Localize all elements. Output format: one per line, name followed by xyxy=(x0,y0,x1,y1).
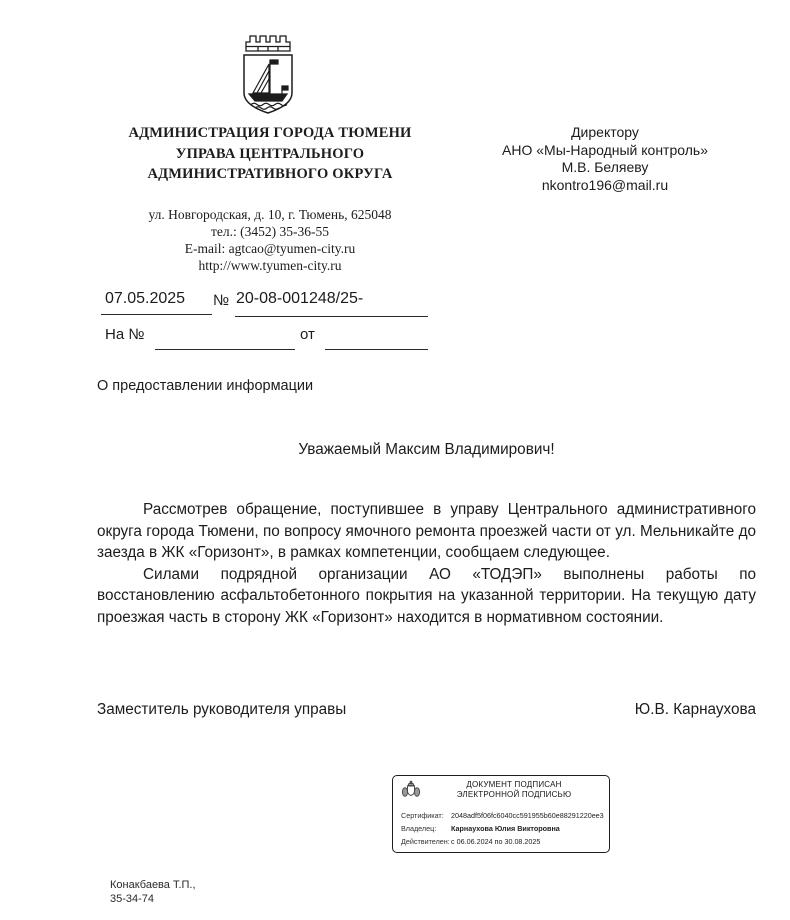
stamp-fields xyxy=(401,809,604,848)
body-paragraph-1: Рассмотрев обращение, поступившее в управу Центрального административного округа города Тюмени, по вопросу ямочного ремонта проезжей части от ул. Мельникайте до заезда в ЖК «Горизонт», в рамках компетенции, сообщаем следующее. xyxy=(97,501,756,562)
stamp-owner-row xyxy=(401,822,601,835)
executor-name: Конакбаева Т.П., xyxy=(110,879,196,891)
signature-row xyxy=(97,701,756,719)
sender-street: ул. Новгородская, д. 10, г. Тюмень, 625048 xyxy=(148,207,392,222)
in-reply-number-blank xyxy=(155,349,295,350)
stamp-validity-row xyxy=(401,835,601,848)
sender-email: E-mail: agtcao@tyumen-city.ru xyxy=(184,241,356,256)
recipient-title: Директору xyxy=(571,124,639,140)
signer-name: Ю.В. Карнаухова xyxy=(634,701,756,718)
executor-block xyxy=(110,879,196,906)
owner-value: Карнаухова Юлия Викторовна xyxy=(451,824,560,833)
stamp-title xyxy=(427,780,601,799)
salutation: Уважаемый Максим Владимирович! xyxy=(298,441,555,458)
sender-address-block xyxy=(75,206,465,274)
owner-label: Владелец: xyxy=(401,824,437,833)
sender-org-block xyxy=(75,123,465,185)
stamp-title-line-1: ДОКУМЕНТ ПОДПИСАН xyxy=(466,780,562,789)
certificate-label: Сертификат: xyxy=(401,811,444,820)
stamp-title-line-2: ЭЛЕКТРОННОЙ ПОДПИСЬЮ xyxy=(456,789,572,799)
sender-org-line-1: АДМИНИСТРАЦИЯ ГОРОДА ТЮМЕНИ xyxy=(128,125,412,141)
subject-line: О предоставлении информации xyxy=(97,378,314,394)
sender-org-line-3: АДМИНИСТРАТИВНОГО ОКРУГА xyxy=(147,166,393,182)
number-underline xyxy=(235,316,428,317)
sender-website: http://www.tyumen-city.ru xyxy=(198,258,342,273)
number-sign: № xyxy=(213,292,230,309)
recipient-email: nkontro196@mail.ru xyxy=(541,176,669,193)
executor-phone: 35-34-74 xyxy=(110,892,155,905)
in-reply-date-blank xyxy=(325,349,428,350)
sender-phone: тел.: (3452) 35-36-55 xyxy=(211,224,329,239)
certificate-value: 2048adf5f06fc6040cc591955b60e88291220ee3 xyxy=(451,811,604,820)
letter-date: 07.05.2025 xyxy=(105,290,186,307)
recipient-name: М.В. Беляеву xyxy=(561,159,649,175)
stamp-header xyxy=(401,780,601,799)
stamp-certificate-row xyxy=(401,809,604,822)
in-reply-label: На № xyxy=(105,326,145,343)
electronic-signature-stamp xyxy=(392,775,610,853)
letter-number: 20-08-001248/25- xyxy=(236,290,364,307)
recipient-block xyxy=(440,124,770,194)
signer-position: Заместитель руководителя управы xyxy=(97,701,347,718)
tyumen-region-coat-of-arms-icon xyxy=(401,780,421,799)
sender-org-line-2: УПРАВА ЦЕНТРАЛЬНОГО xyxy=(175,145,365,162)
body-paragraph-2: Силами подрядной организации АО «ТОДЭП» выполнены работы по восстановлению асфальтобетонного покрытия на указанной территории. На текущую дату проезжая часть в сторону ЖК «Горизонт» находится в нормативном состоянии. xyxy=(97,565,756,626)
letter-body xyxy=(97,499,756,629)
recipient-org: АНО «Мы-Народный контроль» xyxy=(502,141,708,158)
date-underline xyxy=(101,314,212,315)
in-reply-from-label: от xyxy=(300,326,315,343)
tyumen-city-coat-of-arms-icon xyxy=(236,33,300,117)
validity-value: с 06.06.2024 по 30.08.2025 xyxy=(451,837,541,846)
validity-label: Действителен: xyxy=(401,837,450,846)
